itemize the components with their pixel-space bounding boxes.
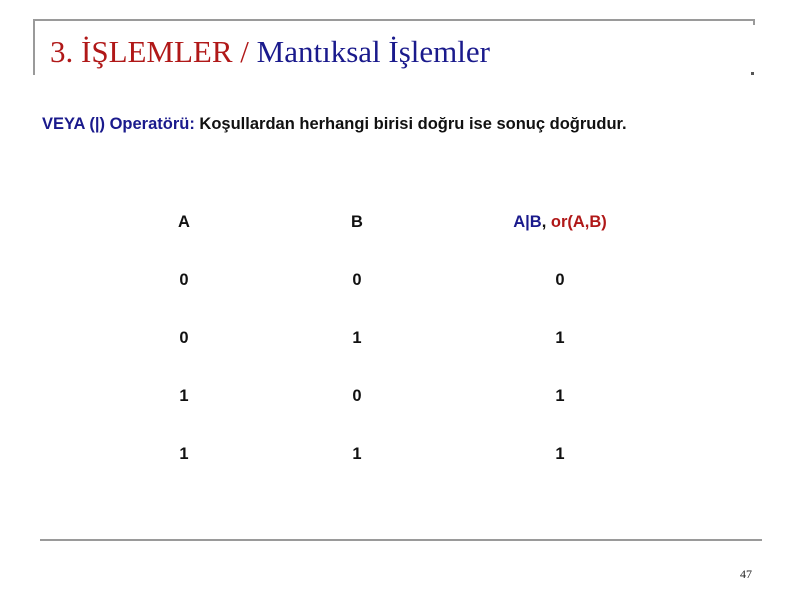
table-header-result-separator: , [541,213,551,231]
table-cell-result: 0 [555,271,565,289]
table-cell-a: 1 [179,387,189,405]
table-cell-result: 1 [555,329,565,347]
table-header-b: B [351,213,363,231]
table-header-a: A [178,213,190,231]
page-number: 47 [740,567,752,581]
table-cell-b: 0 [352,271,362,289]
table-header-result [500,212,620,232]
table-header-result-function: or(A,B) [550,213,607,231]
table-cell-b: 1 [352,445,362,463]
table-cell-a: 0 [179,271,189,289]
table-cell-b: 1 [352,329,362,347]
table-cell-result: 1 [555,387,565,405]
slide-title-prefix: 3. İŞLEMLER / [50,34,249,69]
footer-rule [40,539,762,541]
table-header-result-operator: A|B [513,213,542,231]
table-cell-b: 0 [352,387,362,405]
operator-description-text: Koşullardan herhangi birisi doğru ise sonuç doğrudur. [194,115,627,133]
table-cell-a: 1 [179,445,189,463]
table-cell-result: 1 [555,445,565,463]
operator-label: VEYA (|) Operatörü: [42,115,195,133]
slide-title-subtitle: Mantıksal İşlemler [248,34,490,69]
table-cell-a: 0 [179,329,189,347]
